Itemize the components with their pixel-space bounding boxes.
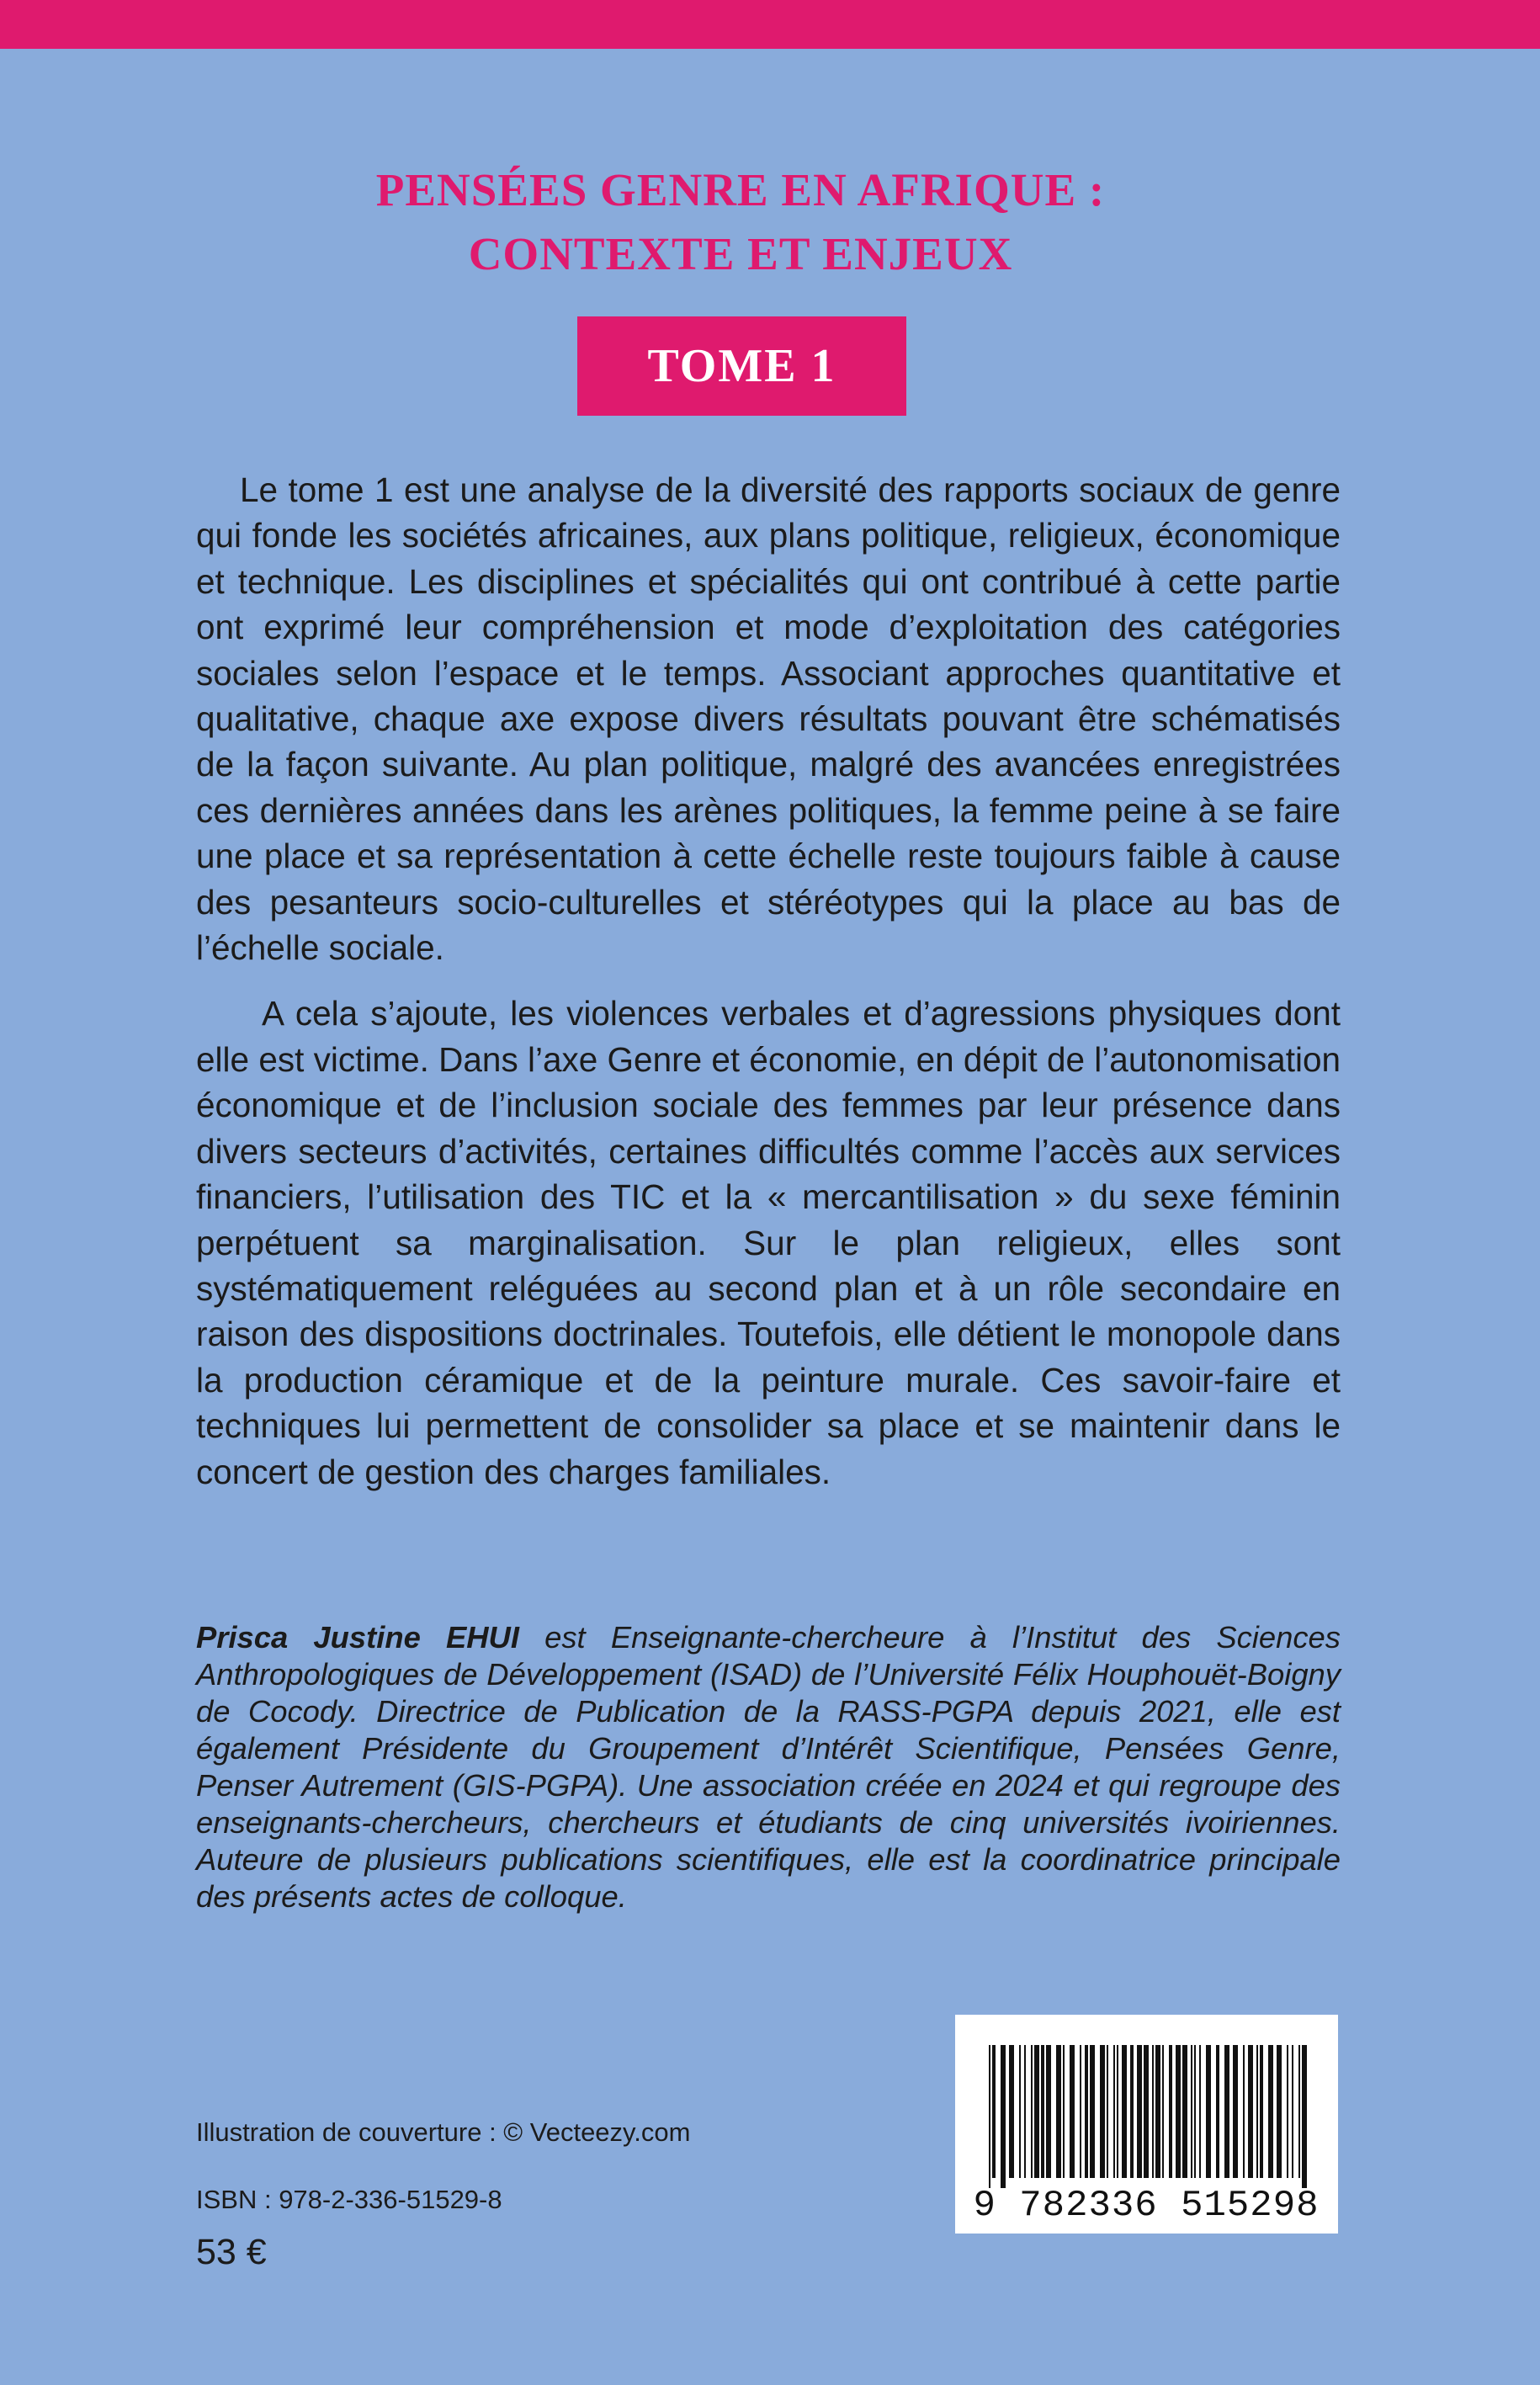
barcode-bar [1155,2045,1160,2178]
barcode-bar [1162,2045,1164,2178]
book-title [0,158,1481,286]
title-line-1: PENSÉES GENRE EN AFRIQUE : [375,164,1106,215]
barcode-graphic [955,2015,1338,2234]
barcode-bar [1216,2045,1219,2178]
barcode-bar [1248,2045,1253,2178]
barcode-bar [1287,2045,1288,2178]
barcode-bar [1233,2045,1238,2178]
barcode-bar [1031,2045,1033,2178]
summary-paragraph-2: A cela s’ajoute, les violences verbales et d’agressions physiques dont elle est victime. Dans l’axe Genre et économie, en dépit de l’autonomisation économique et de l’inclusion sociale des femmes par leur présence dans divers secteurs d’activités, certaines difficultés comme l’accès aux services financiers, l’utilisation des TIC et la « mercantilisation » du sexe féminin perpétuent sa marginalisation. Sur le plan religieux, elles sont systématiquement reléguées au second plan et à un rôle secondaire en raison des dispositions doctrinales. Toutefois, elle détient le monopole dans la production céramique et de la peinture murale. Ces savoir-faire et techniques lui permettent de consolider sa place et se maintenir dans le concert de gestion des charges familiales. [196,994,1341,1491]
author-name: Prisca Justine EHUI [196,1620,519,1655]
tome-label: TOME 1 [647,340,836,392]
barcode-bar [1277,2045,1282,2178]
summary-paragraph-1: Le tome 1 est une analyse de la diversité des rapports sociaux de genre qui fonde les sociétés africaines, aux plans politique, religieux, économique et technique. Les disciplines et spécialités qui ont contribué à cette partie ont exprimé leur compréhension et mode d’exploitation des catégories sociales selon l’espace et le temps. Associant approches quantitative et qualitative, chaque axe expose divers résultats pouvant être schématisés de la façon suivante. Au plan politique, malgré des avancées enregistrées ces dernières années dans les arènes politiques, la femme peine à se faire une place et sa représentation à cette échelle reste toujours faible à cause des pesanteurs socio-culturelles et stéréotypes qui la place au bas de l’échelle sociale. [196,470,1341,968]
author-bio-text: est Enseignante-chercheure à l’Institut des Sciences Anthropologiques de Développement (ISAD) de l’Université Félix Houphouët-Boigny de Cocody. Directrice de Publication de la RASS-PGPA depuis 2021, elle est également Présidente du Groupement d’Intérêt Scientifique, Pensées Genre, Penser Autrement (GIS-PGPA). Une association créée en 2024 et qui regroupe des enseignants-chercheurs, chercheurs et étudiants de cinq universités ivoiriennes. Auteure de plusieurs publications scientifiques, elle est la coordinatrice principale des présents actes de colloque. [196,1620,1341,1914]
barcode-bar [1292,2045,1293,2178]
barcode-bar [1302,2045,1307,2188]
barcode-bars [989,2045,1307,2188]
top-accent-band [0,0,1540,49]
barcode-bar [1199,2045,1201,2178]
barcode-bar [1182,2045,1187,2178]
barcode-bar [1137,2045,1142,2178]
barcode-bar [1034,2045,1039,2178]
barcode-bar [1130,2045,1134,2178]
barcode-bar [1260,2045,1263,2178]
tome-badge [577,316,906,416]
barcode-bar [989,2045,990,2188]
barcode-bar [1080,2045,1081,2178]
barcode-bar [1056,2045,1061,2178]
barcode-bar [1206,2045,1211,2178]
barcode-bar [1001,2045,1006,2188]
barcode-bar [1107,2045,1108,2178]
barcode-bar [1090,2045,1095,2178]
summary-text [196,467,1341,1495]
cover-illustration-credit: Illustration de couverture : © Vecteezy.com [196,2117,691,2147]
barcode-bar [1191,2045,1192,2178]
barcode-bar [1100,2045,1105,2178]
barcode-bar [1024,2045,1026,2178]
barcode-bar [1085,2045,1088,2178]
price: 53 € [196,2232,267,2272]
barcode-bar [1009,2045,1014,2178]
barcode-bar [1041,2045,1044,2178]
barcode-bar [1298,2045,1300,2178]
barcode-bar [1070,2045,1075,2178]
isbn: ISBN : 978-2-336-51529-8 [196,2185,502,2214]
barcode-bar [1224,2045,1229,2178]
barcode-bar [1122,2045,1127,2178]
title-line-2: CONTEXTE ET ENJEUX [468,228,1013,279]
barcode [955,2015,1338,2234]
barcode-bar [1019,2045,1021,2178]
barcode-bar [1169,2045,1172,2178]
barcode-bar [1243,2045,1245,2178]
barcode-bar [1268,2045,1273,2178]
barcode-bar [1176,2045,1181,2178]
barcode-bar [1063,2045,1065,2178]
author-bio [196,1619,1341,1915]
barcode-bar [1194,2045,1196,2178]
barcode-bar [1113,2045,1115,2178]
barcode-bar [1152,2045,1154,2178]
barcode-bar [1117,2045,1118,2178]
barcode-bar [1144,2045,1149,2178]
barcode-digits: 9 782336 515298 [973,2185,1320,2227]
barcode-bar [1046,2045,1051,2178]
barcode-bar [1256,2045,1258,2178]
barcode-bar [992,2045,996,2178]
